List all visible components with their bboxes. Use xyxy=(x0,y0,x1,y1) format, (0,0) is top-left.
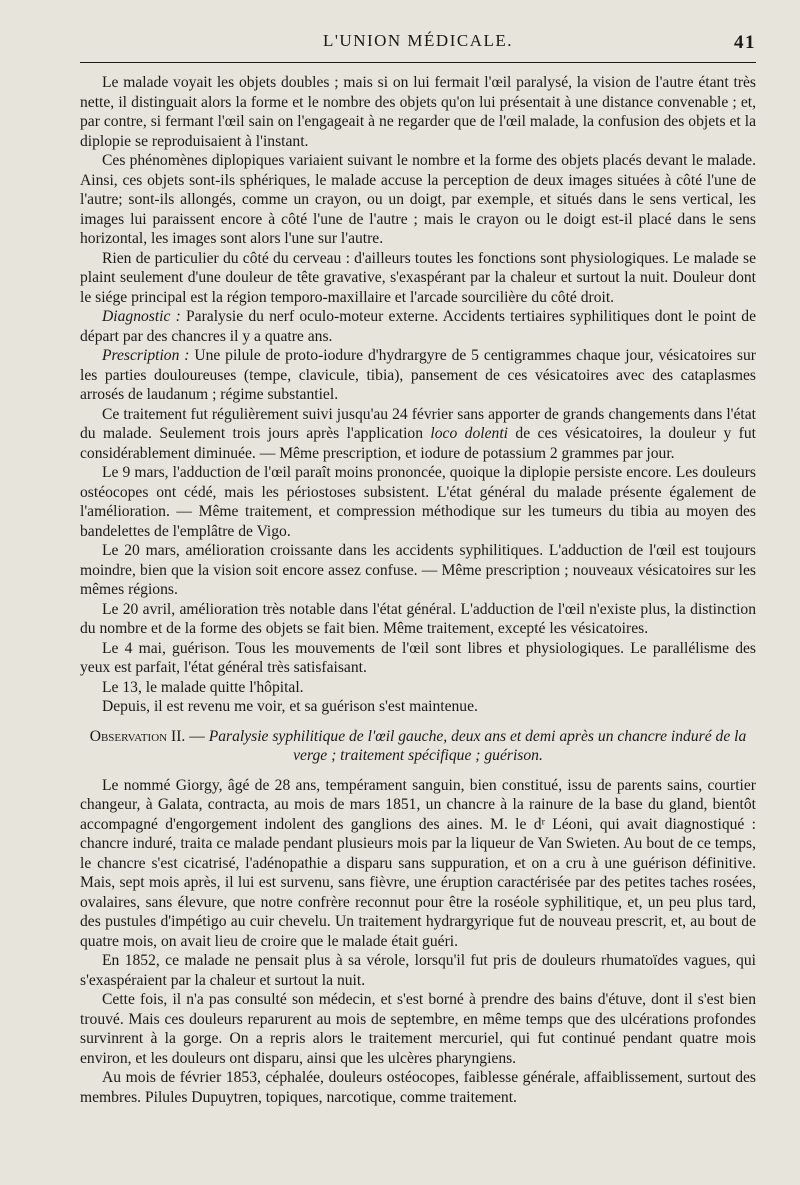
paragraph: Le malade voyait les objets doubles ; mais si on lui fermait l'œil paralysé, la vision de l'autre étant très nette, il distinguait alors la forme et le nombre des objets qu'on lui présentait à une distance convenable ; et, par contre, si fermant l'œil sain on l'engageait à ne regarder que de l'œil malade, la confusion des objets et la diplopie se reproduisaient à l'instant. xyxy=(80,74,756,150)
paragraph: Cette fois, il n'a pas consulté son médecin, et s'est borné à prendre des bains d'étuve, dont il s'est bien trouvé. Mais ces douleurs reparurent au mois de septembre, en même temps que des ulcérations profondes survinrent à la gorge. On a repris alors le traitement mercuriel, qui fut continué pendant quatre mois environ, et les douleurs ont disparu, ainsi que les ulcères pharyngiens. xyxy=(80,991,756,1067)
paragraph: Le 20 avril, amélioration très notable dans l'état général. L'adduction de l'œil n'existe plus, la distinction du nombre et de la forme des objets se fait bien. Même traitement, excepté les vésicatoires. xyxy=(80,600,756,637)
paragraph: Le 4 mai, guérison. Tous les mouvements de l'œil sont libres et physiologiques. Le parallélisme des yeux est parfait, l'état général très satisfaisant. xyxy=(80,639,756,676)
paragraph: Le 9 mars, l'adduction de l'œil paraît moins prononcée, quoique la diplopie persiste encore. Les douleurs ostéocopes ont cédé, mais les périostoses subsistent. L'état général du malade présente également de l'amélioration. — Même traitement, et compression méthodique sur les tumeurs du tibia au moyen des bandelettes de l'emplâtre de Vigo. xyxy=(80,464,756,540)
diagnostic-text: Paralysie du nerf oculo-moteur externe. Accidents tertiaires syphilitiques dont le point de départ par des chancres il y a quatre ans. xyxy=(80,308,757,345)
paragraph-prescription xyxy=(80,346,756,405)
page-number: 41 xyxy=(734,32,756,53)
text-run: Ce traitement fut régulièrement suivi jusqu'au 24 février sans apporter de grands changements dans l'état du malade. Seulement trois jours après l'application xyxy=(80,405,756,442)
running-title: L'UNION MÉDICALE. xyxy=(322,31,514,50)
observation-title: Paralysie syphilitique de l'œil gauche, deux ans et demi après un chancre induré de la verge ; traitement spécifique ; guérison. xyxy=(208,727,747,764)
prescription-text: Une pilule de proto-iodure d'hydrargyre de 5 centigrammes chaque jour, vésicatoires sur les parties douloureuses (tempe, clavicule, tibia), pansement de ces vésicatoires avec des cataplasmes arrosés de laudanum ; régime substantiel. xyxy=(80,347,756,403)
paragraph: Au mois de février 1853, céphalée, douleurs ostéocopes, faiblesse générale, affaiblissement, surtout des membres. Pilules Dupuytren, topiques, narcotique, comme traitement. xyxy=(80,1069,756,1106)
paragraph: Depuis, il est revenu me voir, et sa guérison s'est maintenue. xyxy=(102,698,478,715)
latin-phrase: loco dolenti xyxy=(430,425,508,442)
header-rule xyxy=(80,62,756,63)
paragraph xyxy=(80,405,756,464)
paragraph: Le 20 mars, amélioration croissante dans les accidents syphilitiques. L'adduction de l'œil est toujours moindre, bien que la vision soit encore assez confuse. — Même prescription ; nouveaux vésicatoires sur les mêmes régions. xyxy=(80,542,756,598)
text-run: de ces vésicatoires, la douleur y fut considérablement diminuée. — Même prescription, et iodure de potassium 2 grammes par jour. xyxy=(80,425,756,462)
observation-one-continued xyxy=(80,73,756,717)
paragraph: Ces phénomènes diplopiques variaient suivant le nombre et la forme des objets placés devant le malade. Ainsi, ces objets sont-ils sphériques, le malade accuse la perception de deux images situées à côté l'une de l'autre; sont-ils allongés, comme un crayon, ou un doigt, par exemple, et situés dans le sens vertical, les images lui paraissent encore à côté l'une de l'autre ; mais le crayon ou le doigt est-il placé dans le sens horizontal, les images sont alors l'une sur l'autre. xyxy=(80,152,756,247)
observation-two-body xyxy=(80,776,756,1108)
paragraph-diagnostic xyxy=(80,307,756,346)
observation-dash: — xyxy=(185,727,209,745)
diagnostic-label: Diagnostic : xyxy=(102,308,181,325)
observation-two-heading xyxy=(80,727,756,766)
paragraph: Rien de particulier du côté du cerveau : d'ailleurs toutes les fonctions sont physiologiques. Le malade se plaint seulement d'une douleur de tête gravative, s'exaspérant par la chaleur et surtout la nuit. Douleur dont le siége principal est la région temporo-maxillaire et l'arcade sourcilière du côté droit. xyxy=(80,249,756,306)
paragraph: Le 13, le malade quitte l'hôpital. xyxy=(102,678,304,696)
running-head xyxy=(80,26,756,56)
paragraph: En 1852, ce malade ne pensait plus à sa vérole, lorsqu'il fut pris de douleurs rhumatoïdes vagues, qui s'exaspéraient par la chaleur et surtout la nuit. xyxy=(80,952,756,989)
observation-label: Observation II. xyxy=(89,727,186,745)
paragraph: Le nommé Giorgy, âgé de 28 ans, tempérament sanguin, bien constitué, issu de parents sains, courtier changeur, à Galata, contracta, au mois de mars 1851, un chancre à la rainure de la base du gland, bientôt accompagné d'engorgement indolent des ganglions des aines. M. le dʳ Léoni, qui avait diagnostiqué : chancre induré, traita ce malade pendant plusieurs mois par la liqueur de Van Swieten. Au bout de ce temps, le chancre s'est cicatrisé, l'adénopathie a disparu sans suppuration, et on a cru à une guérison définitive. Mais, sept mois après, il lui est survenu, sans fièvre, une éruption caractérisée par des petites taches rosées, ovalaires, sans élevure, que notre confrère reconnut pour être la roséole syphilitique, et, un peu plus tard, des pustules d'impétigo au cuir chevelu. Un traitement hydrargyrique fut de nouveau prescrit, et, au bout de quatre mois, on avait lieu de croire que le malade était guéri. xyxy=(80,776,756,950)
prescription-label: Prescription : xyxy=(102,347,190,364)
